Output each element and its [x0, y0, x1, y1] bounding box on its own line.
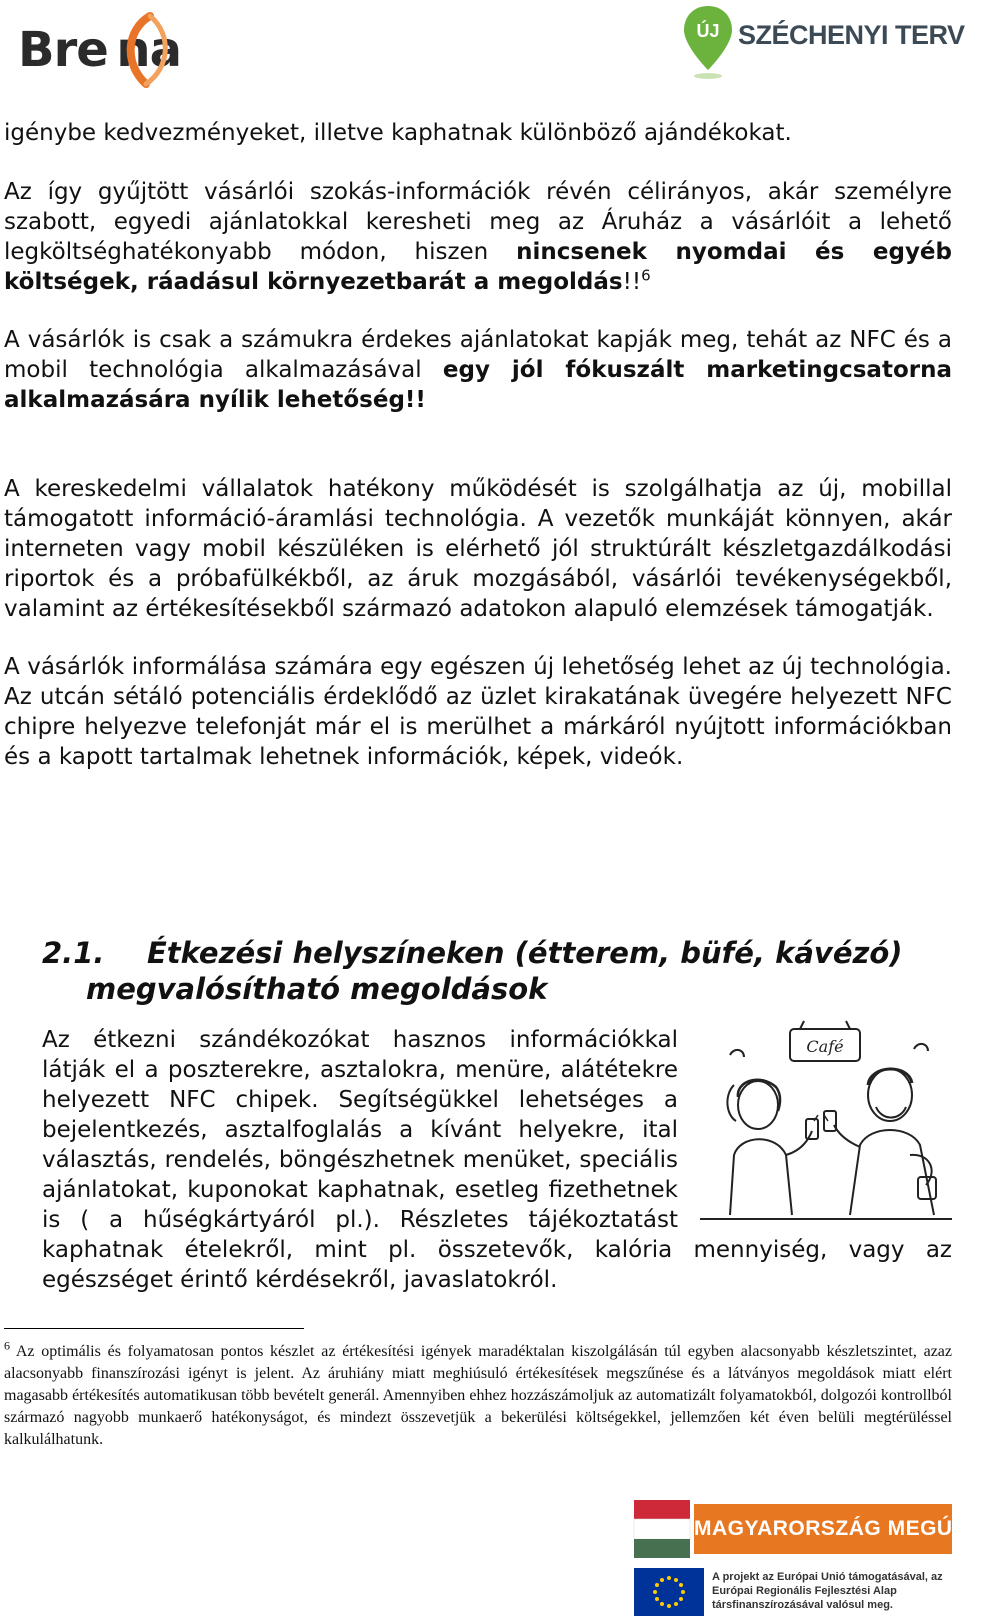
- section-number: 2.1.: [42, 936, 105, 970]
- section-title-line2: megvalósítható megoldások: [86, 972, 548, 1006]
- section-title-line1: Étkezési helyszíneken (étterem, büfé, kávézó): [147, 936, 903, 970]
- footnote-mark: 6: [4, 1338, 10, 1353]
- paragraph-5: A vásárlók informálása számára egy egészen új lehetőség lehet az új technológia. Az utcán sétáló potenciális érdeklődő az üzlet kirakatának üvegére helyezett NFC chipre helyezve telefonját már el is merülhet a márkáról nyújtott információkban és a kapott tartalmak lehetnek információk, képek, videók.: [4, 654, 952, 770]
- banner-text: MAGYARORSZÁG MEGÚJUL: [694, 1504, 952, 1554]
- szechenyi-badge-text: ÚJ: [696, 21, 720, 41]
- eu-support-notice: [634, 1568, 952, 1616]
- cafe-sign-text: Café: [806, 1037, 844, 1056]
- paragraph-4: A kereskedelmi vállalatok hatékony működését is szolgálhatja az új, mobillal támogatott információ-áramlási technológia. A vezetők munkáját könnyen, akár interneten vagy mobil készüléken is elérhető jól struktúrált készletgazdálkodási riportok és a próbafülkékből, az áruk mozgásából, vásárlói tevékenységekből, valamint az értékesítésekből származó adatokon alapuló elemzések támogatják.: [4, 476, 952, 622]
- section-heading: [42, 935, 952, 1007]
- szechenyi-logo-text: SZÉCHENYI TERV: [738, 20, 965, 50]
- footnote-separator: [4, 1328, 304, 1329]
- eu-notice-text: A projekt az Európai Unió támogatásával, az Európai Regionális Fejlesztési Alap társfinanszírozásával valósul meg.: [712, 1571, 943, 1611]
- szechenyi-terv-logo: [682, 4, 965, 84]
- section-body: [42, 1025, 952, 1295]
- breona-swirl-icon: [120, 12, 176, 88]
- paragraph-3: A vásárlók is csak a számukra érdekes ajánlatokat kapják meg, tehát az NFC és a mobil technológia alkalmazásával egy jól fókuszált marketingcsatorna alkalmazására nyílik lehetőség!!: [4, 327, 952, 413]
- cafe-illustration: [700, 1025, 952, 1223]
- breona-logo-wordmark: Bre na: [18, 22, 181, 78]
- page-header: [0, 0, 965, 100]
- szechenyi-pin-icon: [682, 4, 734, 80]
- paragraph-1: igénybe kedvezményeket, illetve kaphatnak különböző ajándékokat.: [4, 120, 792, 146]
- section-paragraph: Az étkezni szándékozókat hasznos információkkal látják el a poszterekre, asztalokra, menüre, alátétekre helyezett NFC chipek. Segítségükkel lehetséges a bejelentkezés, asztalfoglalás a kívánt helyekre, ital választás, rendelés, böngészhetnek menüket, speciális ajánlatokat, kuponokat kaphatnak, esetleg fizethetnek is ( a hűségkártyáról pl.). Részletes tájékoztatást kaphatnak ételekről, mint pl. összetevők, kalória mennyiség, vagy az egészséget érintő kérdésekről, javaslatokról.: [42, 1027, 952, 1293]
- hungarian-flag-icon: [634, 1500, 690, 1558]
- eu-flag-icon: [634, 1568, 704, 1616]
- footnote-text: Az optimális és folyamatosan pontos készlet az értékesítési igények maradéktalan kiszolgálásán túl egyben alacsonyabb készletszintet, azaz alacsonyabb finanszírozási igényt is jelent. Az áruhiány miatt meghiúsuló értékesítések megszűnése és a látványos megoldások miatt elért magasabb értékesítés automatikusan több bevételt generál. Amennyiben ehhez hozzászámoljuk az automatizált folyamatokból, dolgozói kontrollból származó nagyobb munkaerő hatékonyságot, és mindezt összevetjük a bekerülési költségekkel, jellemzően két éven belüli megtérüléssel kalkulálhatunk.: [4, 1343, 952, 1448]
- magyarorszag-megujul-banner: [634, 1500, 994, 1558]
- footnote: [4, 1338, 952, 1451]
- breona-logo: [14, 10, 244, 90]
- body-text: [4, 118, 952, 772]
- page-footer: [0, 1500, 994, 1616]
- paragraph-2: Az így gyűjtött vásárlói szokás-információk révén célirányos, akár személyre szabott, egyedi ajánlatokkal keresheti meg az Áruház a vásárlóit a lehető legköltséghatékonyabb módon, hiszen nincsenek nyomdai és egyéb költségek, ráadásul környezetbarát a megoldás!!$^6$: [4, 179, 952, 295]
- footnote-ref[interactable]: 6: [641, 266, 651, 285]
